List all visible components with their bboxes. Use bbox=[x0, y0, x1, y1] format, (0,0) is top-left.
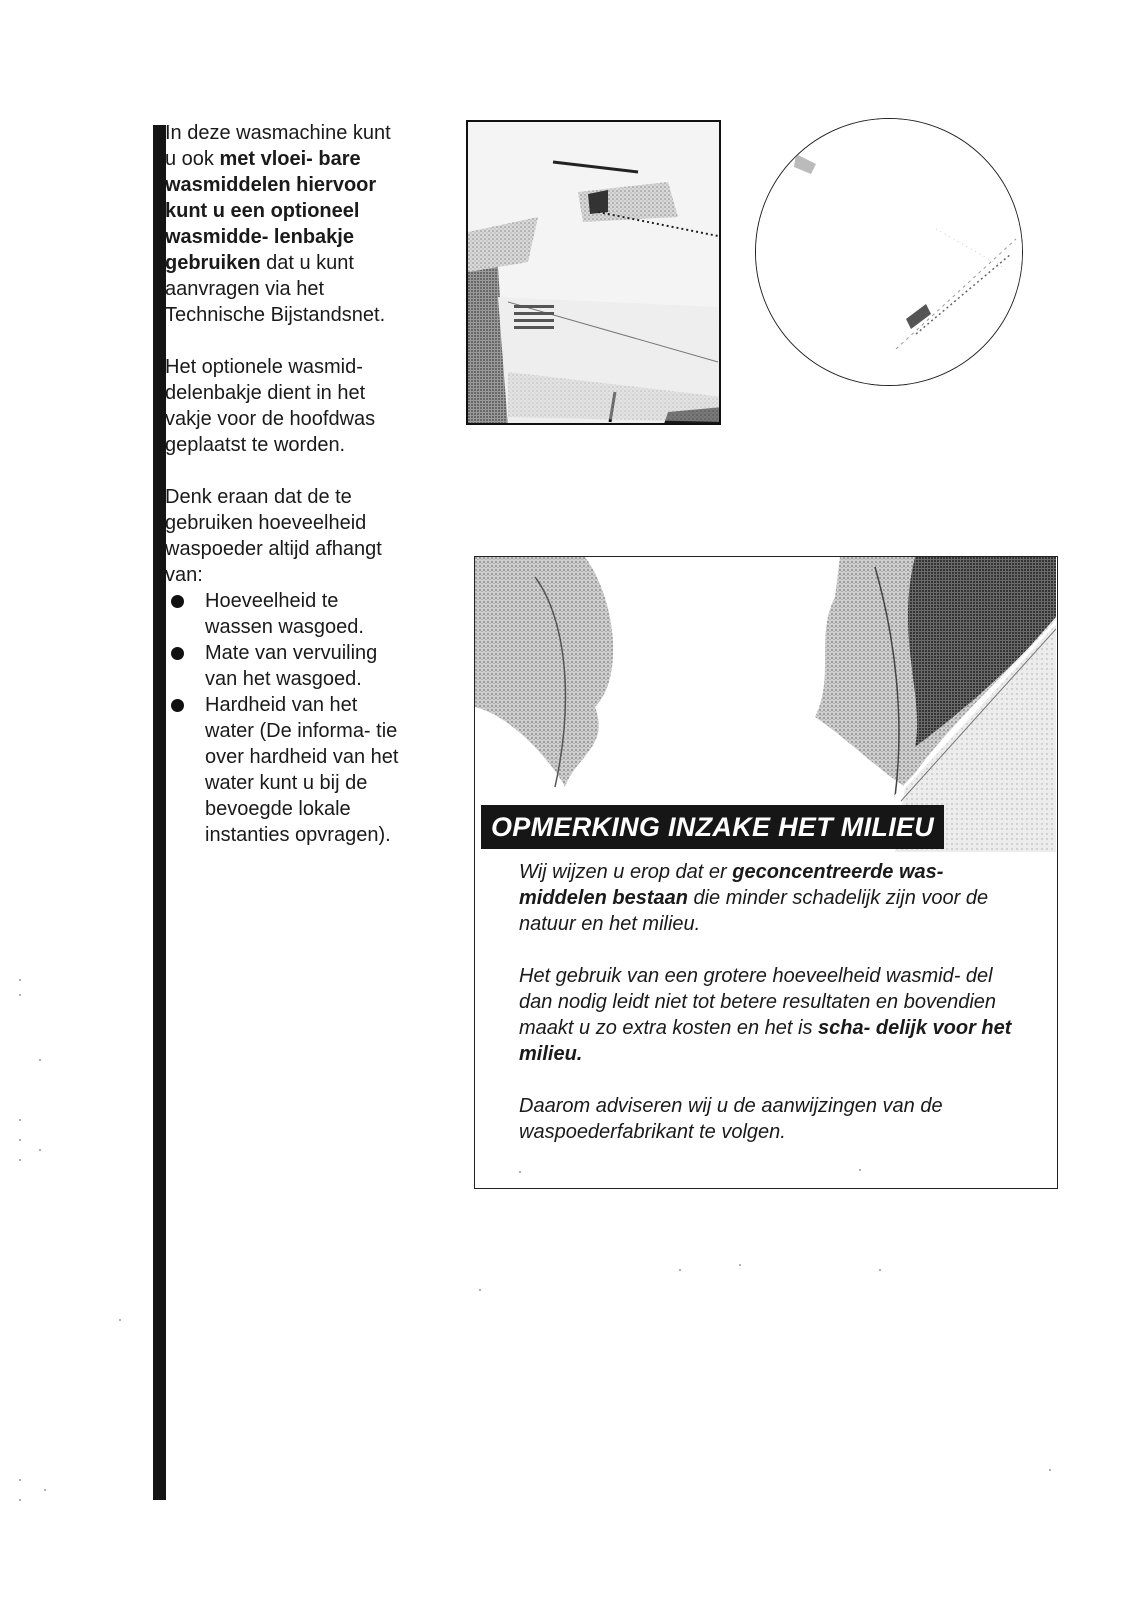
text-segment: Wij wijzen u erop dat er bbox=[519, 861, 733, 883]
text-segment: In deze wasmachine kunt u ook bbox=[165, 122, 391, 170]
detergent-drawer-closeup bbox=[755, 118, 1023, 386]
notice-title: OPMERKING INZAKE HET MILIEU bbox=[481, 805, 944, 849]
paragraph-liquid-detergent bbox=[165, 120, 405, 328]
dosage-factors-list bbox=[165, 588, 405, 848]
bullet-icon bbox=[171, 595, 184, 608]
environment-notice-box bbox=[474, 556, 1058, 1189]
bold-text-segment: met vloei- bare wasmiddelen hiervoor kunt u een optioneel wasmidde- lenbakje gebruiken bbox=[165, 148, 377, 274]
list-item bbox=[165, 692, 405, 848]
left-column bbox=[165, 120, 405, 848]
notice-paragraph-concentrated bbox=[519, 859, 1029, 937]
bullet-icon bbox=[171, 699, 184, 712]
list-item-text: Hardheid van het water (De informa- tie over hardheid van het water kunt u bij de bevoegde lokale instanties opvragen). bbox=[205, 694, 399, 846]
notice-body bbox=[519, 859, 1029, 1171]
detergent-drawer-illustration bbox=[468, 122, 721, 425]
list-item bbox=[165, 640, 405, 692]
list-item bbox=[165, 588, 405, 640]
list-item-text: Mate van vervuiling van het wasgoed. bbox=[205, 642, 378, 690]
bullet-icon bbox=[171, 647, 184, 660]
text-segment: dat u kunt aanvragen via het Technische Bijstandsnet. bbox=[165, 252, 386, 326]
notice-paragraph-excess bbox=[519, 963, 1029, 1067]
paragraph-compartment: Het optionele wasmid- delenbakje dient in het vakje voor de hoofdwas geplaatst te worden. bbox=[165, 356, 376, 456]
notice-paragraph-advice: Daarom adviseren wij u de aanwijzingen van de waspoederfabrikant te volgen. bbox=[519, 1095, 943, 1143]
paragraph-dosage-intro: Denk eraan dat de te gebruiken hoeveelheid waspoeder altijd afhangt van: bbox=[165, 486, 382, 586]
text-segment: Het gebruik van een grotere hoeveelheid wasmid- del dan nodig leidt niet tot betere resultaten en bovendien maakt u zo extra kosten en het is bbox=[519, 965, 997, 1039]
bold-text-segment: geconcentreerde was- middelen bestaan bbox=[519, 861, 944, 909]
text-segment: die minder schadelijk zijn voor de natuur en het milieu. bbox=[519, 887, 989, 935]
detergent-drawer-photo bbox=[466, 120, 721, 425]
closeup-illustration bbox=[756, 119, 1023, 386]
list-item-text: Hoeveelheid te wassen wasgoed. bbox=[205, 590, 364, 638]
bold-text-segment: scha- delijk voor het milieu. bbox=[519, 1017, 1012, 1065]
